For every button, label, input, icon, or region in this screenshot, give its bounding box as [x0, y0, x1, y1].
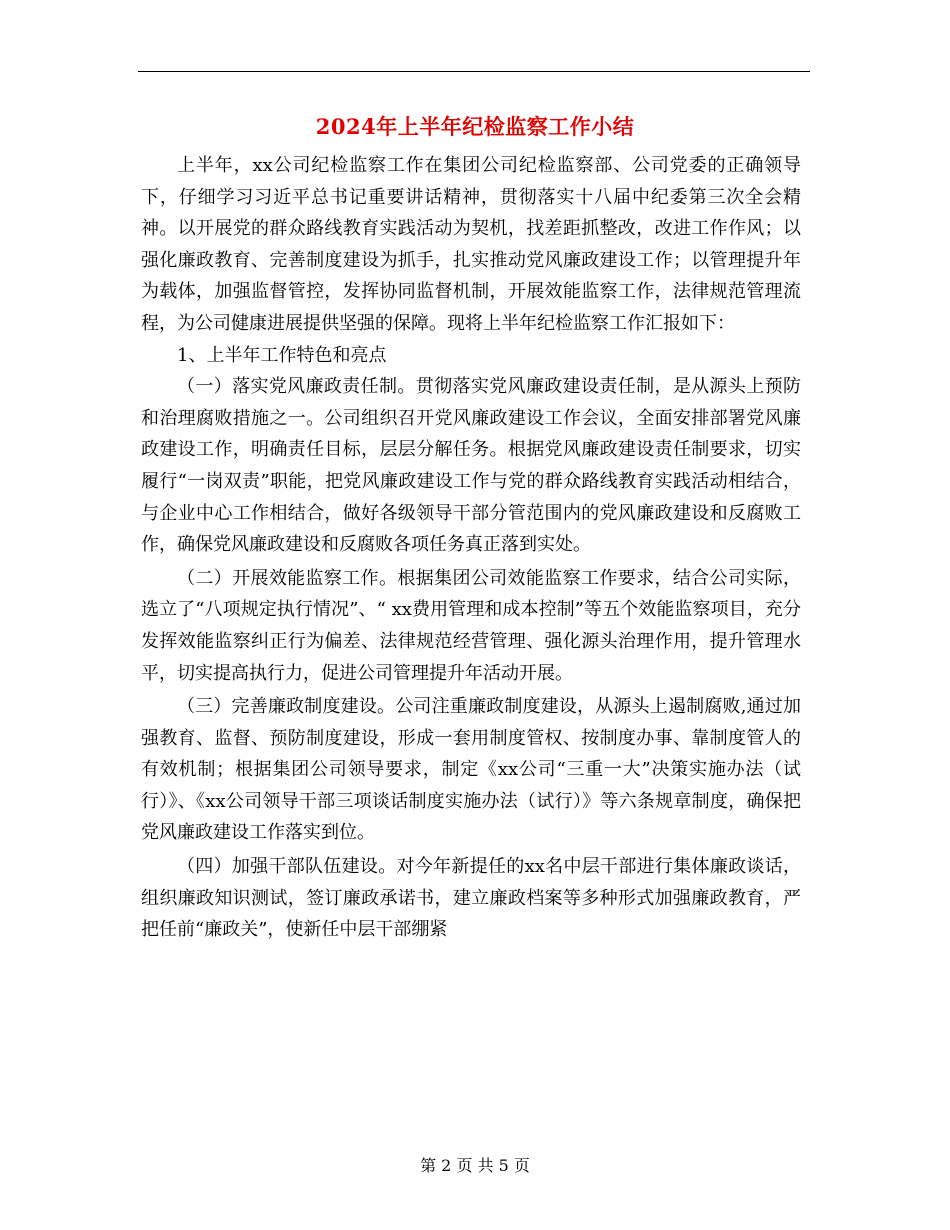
intro-paragraph: 上半年，xx公司纪检监察工作在集团公司纪检监察部、公司党委的正确领导下，仔细学习习近平总书记重要讲话精神，贯彻落实十八届中纪委第三次全会精神。以开展党的群众路线教育实践活动为契机，找差距抓整改，改进工作作风；以强化廉政教育、完善制度建设为抓手，扎实推动党风廉政建设工作；以管理提升年为载体，加强监督管控，发挥协同监督机制，开展效能监察工作，法律规范管理流程，为公司健康进展提供坚强的保障。现将上半年纪检监察工作汇报如下： [141, 155, 801, 334]
section-paragraph-3: （三）完善廉政制度建设。公司注重廉政制度建设，从源头上遏制腐败,通过加强教育、监督、预防制度建设，形成一套用制度管权、按制度办事、靠制度管人的有效机制；根据集团公司领导要求，制定《xx公司“三重一大”决策实施办法（试行）》、《xx公司领导干部三项谈话制度实施办法（试行）》等六条规章制度，确保把党风廉政建设工作落实到位。 [141, 696, 801, 844]
header-rule [138, 71, 810, 72]
section-paragraph-4: （四）加强干部队伍建设。对今年新提任的xx名中层干部进行集体廉政谈话，组织廉政知识测试，签订廉政承诺书，建立廉政档案等多种形式加强廉政教育，严把任前“廉政关”，使新任中层干部绷紧 [141, 856, 801, 941]
page-footer: 第 2 页 共 5 页 [420, 1156, 530, 1175]
section-paragraph-1: （一）落实党风廉政责任制。贯彻落实党风廉政建设责任制，是从源头上预防和治理腐败措施之一。公司组织召开党风廉政建设工作会议，全面安排部署党风廉政建设工作，明确责任目标，层层分解任务。根据党风廉政建设责任制要求，切实履行“一岗双责”职能，把党风廉政建设工作与党的群众路线教育实践活动相结合，与企业中心工作相结合，做好各级领导干部分管范围内的党风廉政建设和反腐败工作，确保党风廉政建设和反腐败各项任务真正落到实处。 [141, 376, 801, 556]
section-paragraph-2: （二）开展效能监察工作。根据集团公司效能监察工作要求，结合公司实际，选立了“八项规定执行情况”、“ xx费用管理和成本控制”等五个效能监察项目，充分发挥效能监察纠正行为偏差、法律规范经营管理、强化源头治理作用，提升管理水平，切实提高执行力，促进公司管理提升年活动开展。 [141, 567, 801, 684]
section-heading: 1、上半年工作特色和亮点 [177, 344, 387, 366]
document-body [141, 150, 801, 946]
document-title: 2024年上半年纪检监察工作小结 [315, 114, 635, 139]
